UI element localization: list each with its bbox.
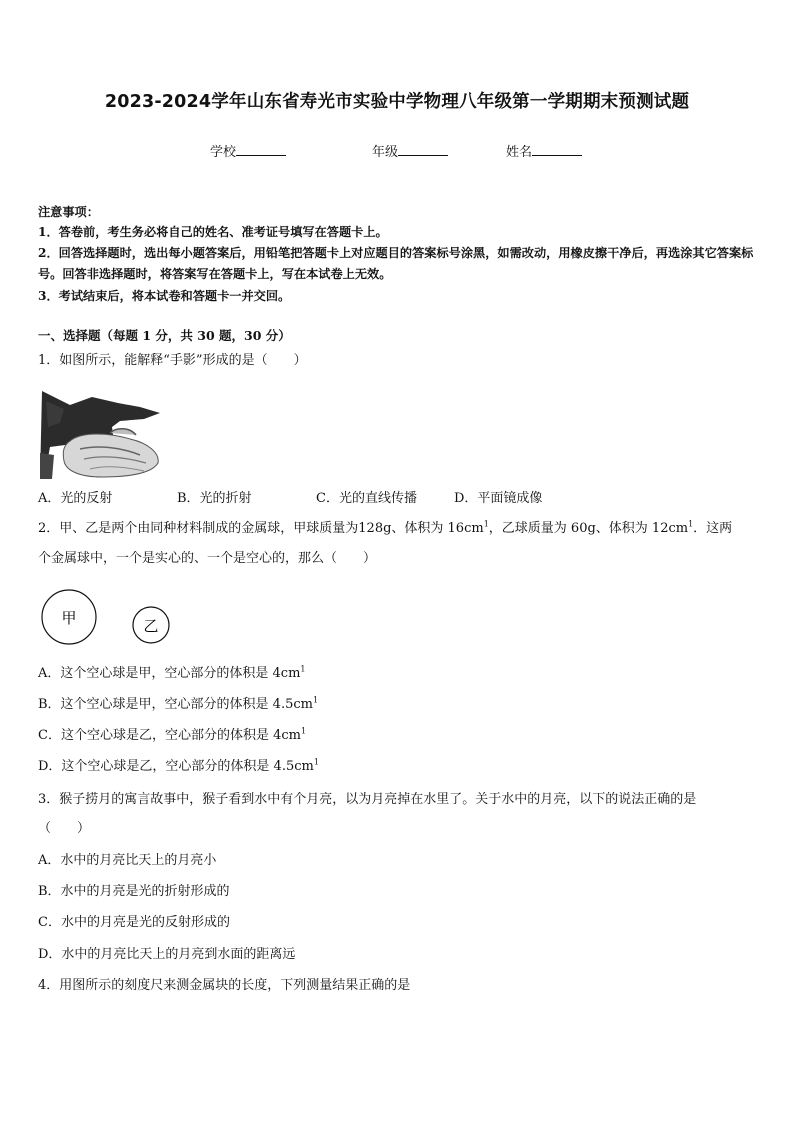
q3-option-d[interactable]: D．水中的月亮比天上的月亮到水面的距离远 <box>38 947 296 962</box>
q3-stem-line2: （ ） <box>38 821 91 836</box>
q1-stem: 1．如图所示，能解释“手影”形成的是（ ） <box>38 353 307 368</box>
q2-sup: 1 <box>313 757 319 767</box>
q1-options <box>38 487 542 506</box>
name-label: 姓名 <box>506 145 533 160</box>
hand-shadow-image <box>40 383 162 479</box>
grade-label: 年级 <box>372 145 399 160</box>
q3-option-a[interactable]: A．水中的月亮比天上的月亮小 <box>38 853 217 868</box>
page-title: 2023-2024学年山东省寿光市实验中学物理八年级第一学期期末预测试题 <box>104 92 690 112</box>
q2-sup: 1 <box>312 695 319 705</box>
q2-option-b-text: B．这个空心球是甲，空心部分的体积是 4.5cm <box>38 697 313 712</box>
notice-item: 3．考试结束后，将本试卷和答题卡一并交回。 <box>38 289 291 303</box>
school-field <box>210 141 286 160</box>
grade-blank <box>398 143 448 156</box>
q2-sup: 1 <box>300 726 307 736</box>
q2-stem-part-c: ．这两 <box>693 521 733 536</box>
q1-option-d[interactable]: D．平面镜成像 <box>454 491 543 506</box>
q1-option-b[interactable]: B．光的折射 <box>177 491 252 506</box>
q1-option-c[interactable]: C．光的直线传播 <box>316 491 417 506</box>
grade-field <box>372 141 448 160</box>
q2-option-b[interactable] <box>38 695 764 715</box>
q2-stem-line2: 个金属球中，一个是实心的、一个是空心的，那么（ ） <box>38 551 377 566</box>
q3-stem-line1: 3．猴子捞月的寓言故事中，猴子看到水中有个月亮，以为月亮掉在水里了。关于水中的月亮，以下的说法正确的是 <box>38 792 697 807</box>
q2-sup: 1 <box>483 519 489 529</box>
notice-item: 1．答卷前，考生务必将自己的姓名、准考证号填写在答题卡上。 <box>38 225 388 239</box>
q3-option-b[interactable]: B．水中的月亮是光的折射形成的 <box>38 884 230 899</box>
school-label: 学校 <box>210 145 237 160</box>
q2-option-d[interactable] <box>38 757 764 777</box>
q2-option-a[interactable] <box>38 664 764 684</box>
section-heading: 一、选择题（每题 1 分，共 30 题，30 分） <box>38 328 291 343</box>
ball-yi-label: 乙 <box>143 617 159 635</box>
q2-option-d-text: D．这个空心球是乙，空心部分的体积是 4.5cm <box>38 759 314 774</box>
name-blank <box>532 143 582 156</box>
q2-option-a-text: A．这个空心球是甲，空心部分的体积是 4cm <box>38 666 301 681</box>
q2-stem-part-a: 2．甲、乙是两个由同种材料制成的金属球，甲球质量为128g、体积为 16cm <box>38 521 484 536</box>
school-blank <box>236 143 286 156</box>
q2-option-c[interactable] <box>38 726 764 746</box>
q2-option-c-text: C．这个空心球是乙，空心部分的体积是 4cm <box>38 728 301 743</box>
q2-stem-part-b: ，乙球质量为 60g、体积为 12cm <box>488 521 689 536</box>
q2-sup: 1 <box>300 664 306 674</box>
ball-jia-label: 甲 <box>61 609 77 627</box>
q1-option-a[interactable]: A．光的反射 <box>38 491 113 506</box>
two-balls-figure <box>40 588 180 648</box>
q2-stem-line1 <box>38 519 764 539</box>
q4-stem: 4．用图所示的刻度尺来测金属块的长度，下列测量结果正确的是 <box>38 978 411 993</box>
notice-item: 2．回答选择题时，选出每小题答案后，用铅笔把答题卡上对应题目的答案标号涂黑，如需改动，用橡皮擦干净后，再选涂其它答案标号。回答非选择题时，将答案写在答题卡上，写在本试卷上无效。 <box>38 246 754 281</box>
notice-title: 注意事项： <box>38 205 99 219</box>
q3-option-c[interactable]: C．水中的月亮是光的反射形成的 <box>38 915 230 930</box>
q2-sup: 1 <box>688 519 694 529</box>
name-field <box>506 141 582 160</box>
